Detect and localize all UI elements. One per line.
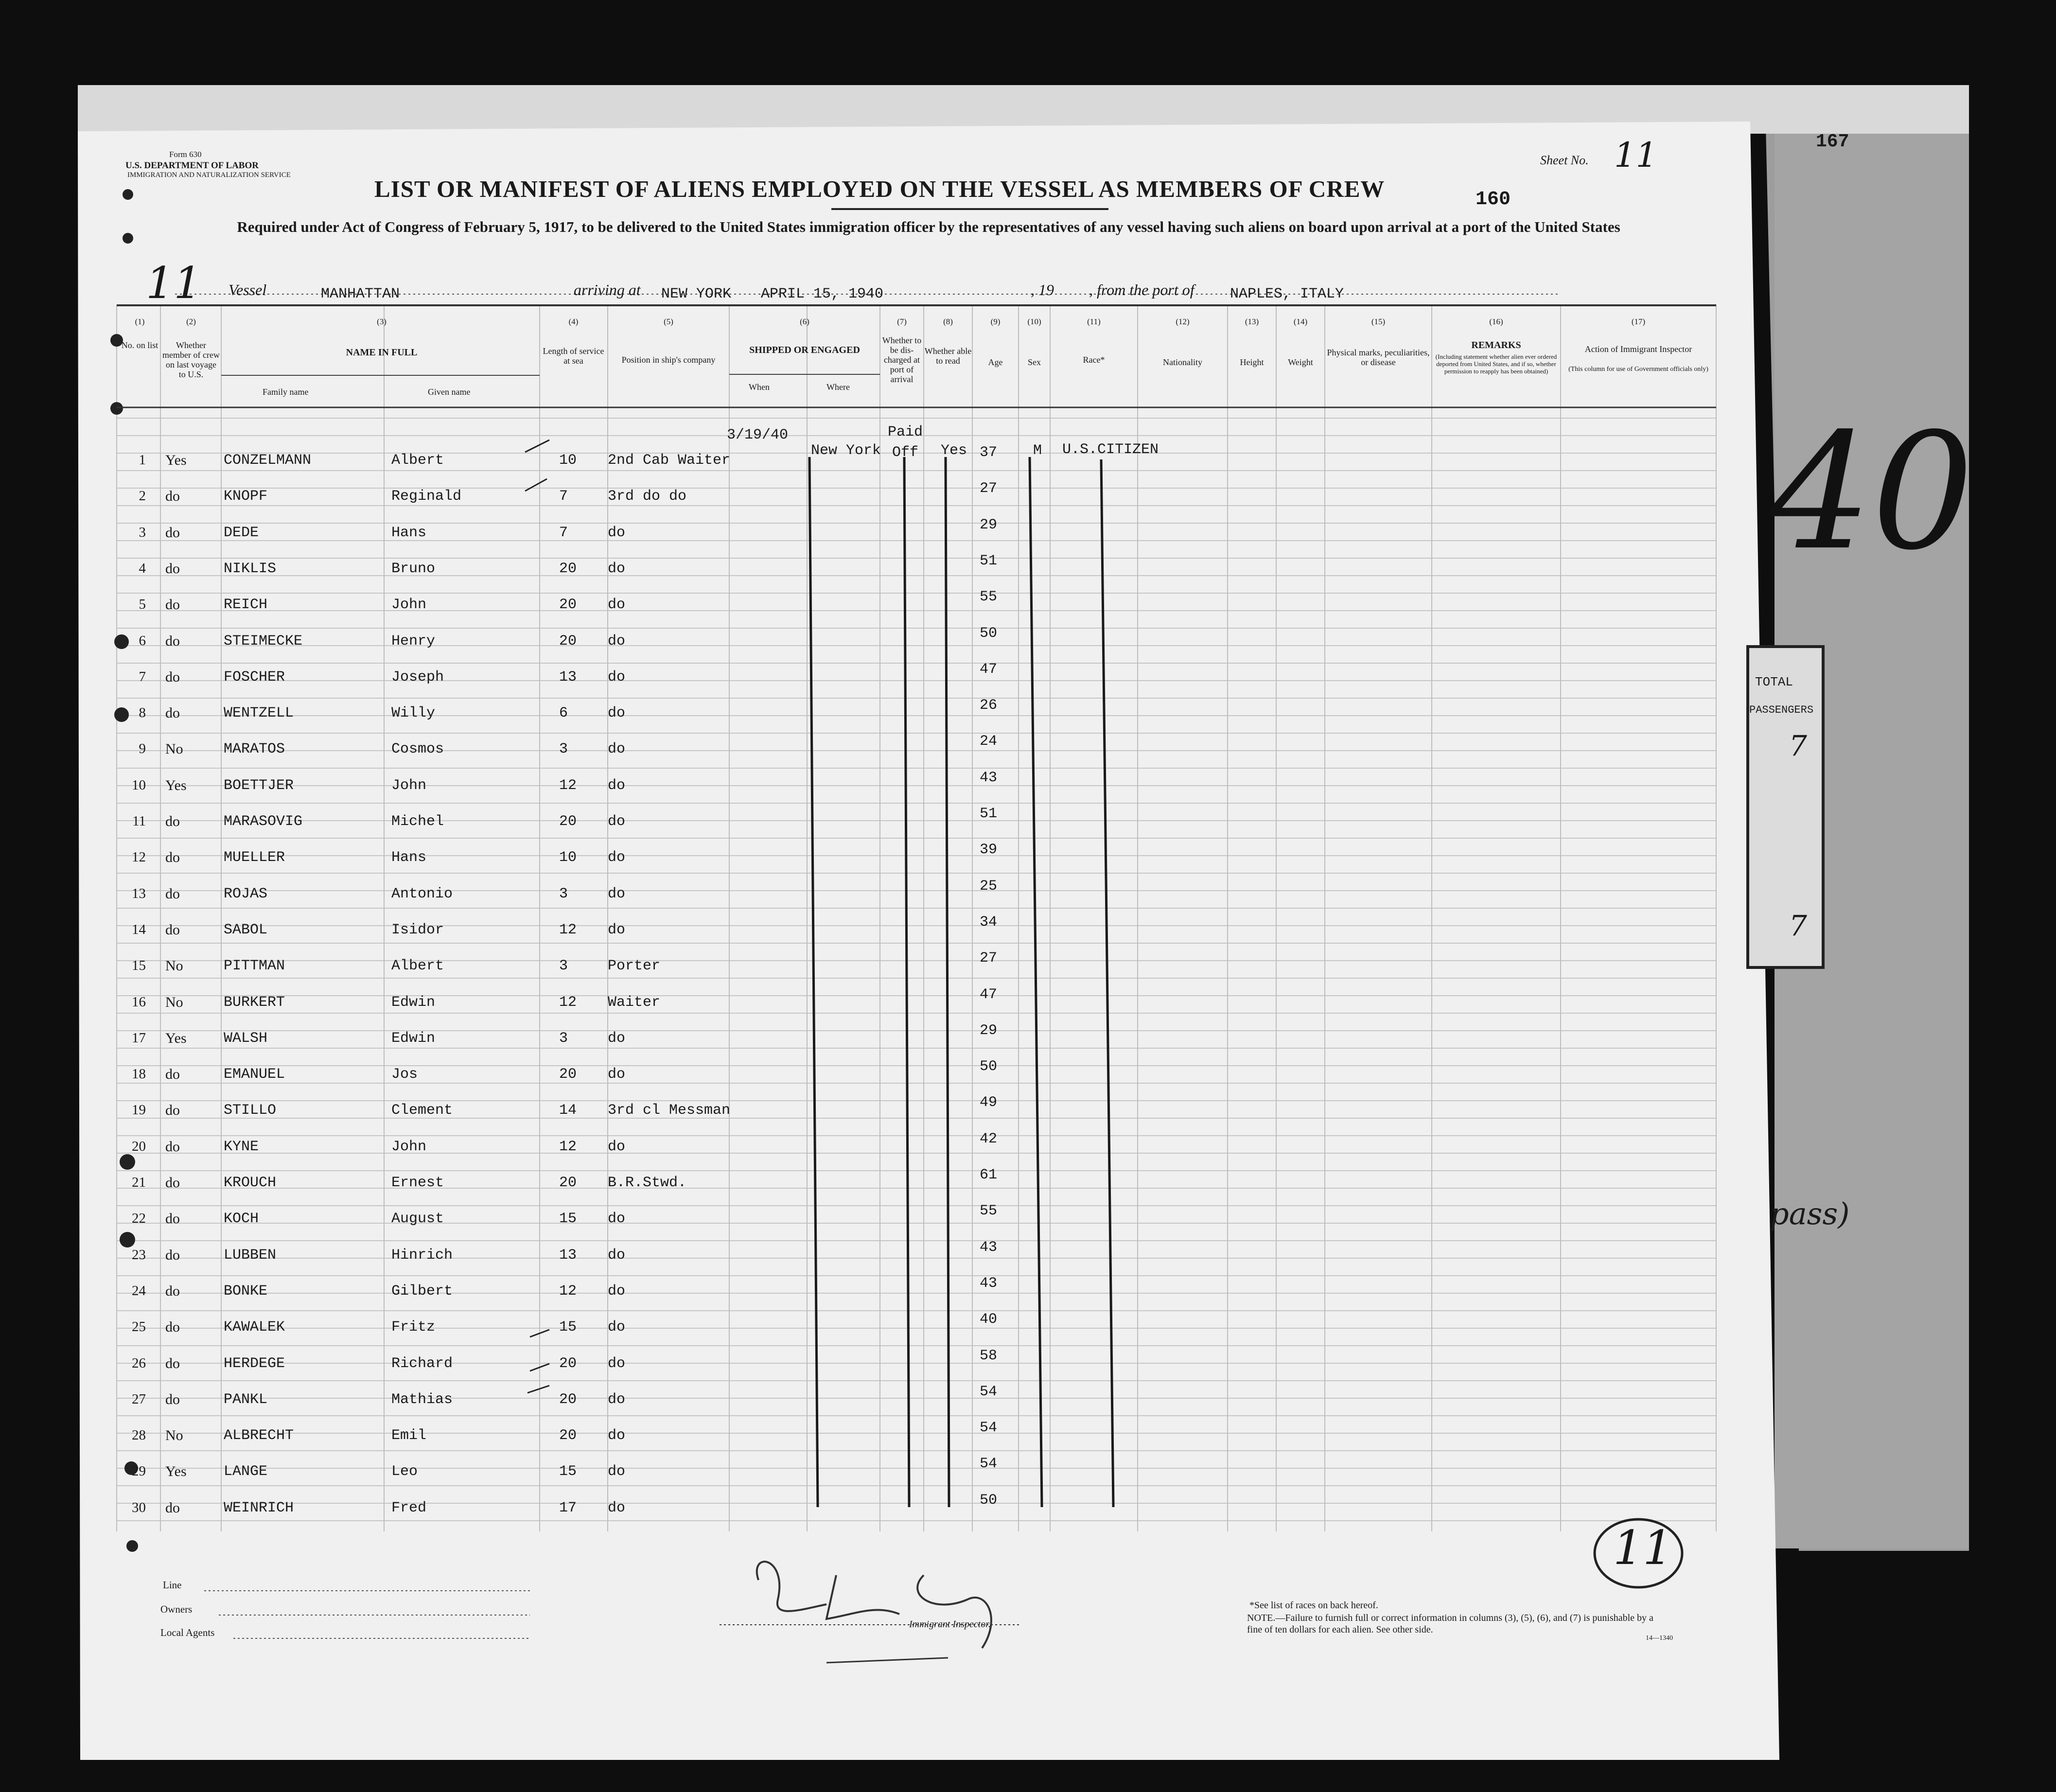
row-prev: do	[165, 1499, 180, 1516]
row-age: 51	[980, 552, 998, 569]
row-no: 10	[132, 777, 146, 793]
row-given: Jos	[391, 1066, 418, 1083]
row-given: Hinrich	[391, 1247, 453, 1264]
row-age: 24	[980, 733, 998, 750]
arrival-date: APRIL 15, 1940	[761, 286, 884, 302]
row-no: 23	[132, 1247, 146, 1263]
column-number: (9)	[990, 317, 1001, 326]
row-service: 3	[559, 1030, 568, 1047]
row-given: Joseph	[391, 668, 444, 685]
row-prev: do	[165, 849, 180, 866]
passenger-box-title: TOTAL	[1755, 675, 1793, 689]
row-given: Mathias	[391, 1391, 453, 1408]
row-given: John	[391, 597, 427, 614]
race-value: U.S.CITIZEN	[1062, 441, 1159, 458]
row-position: do	[608, 668, 626, 685]
row-no: 7	[139, 668, 146, 685]
year-label: , 19	[1031, 281, 1054, 299]
row-position: do	[608, 849, 626, 866]
row-given: Henry	[391, 632, 436, 650]
back-sheet-number: 40	[1770, 399, 1974, 585]
column-number: (6)	[800, 317, 809, 326]
row-no: 24	[132, 1283, 146, 1299]
service-name: IMMIGRATION AND NATURALIZATION SERVICE	[127, 171, 291, 179]
row-given: Isidor	[391, 921, 444, 938]
row-family: KYNE	[224, 1138, 259, 1155]
row-no: 19	[132, 1102, 146, 1118]
row-given: Albert	[391, 958, 444, 975]
row-prev: do	[165, 1355, 180, 1371]
row-service: 13	[559, 668, 577, 685]
row-service: 20	[559, 560, 577, 577]
row-service: 20	[559, 597, 577, 614]
passenger-count-2: 7	[1789, 909, 1807, 942]
row-family: LANGE	[224, 1463, 268, 1480]
row-age: 34	[980, 914, 998, 931]
subheader-when: When	[749, 382, 770, 392]
owners-label: Owners	[160, 1603, 193, 1615]
row-age: 54	[980, 1383, 998, 1400]
row-no: 6	[139, 632, 146, 649]
column-header: Length of service at sea	[543, 346, 604, 366]
row-family: HERDEGE	[224, 1355, 285, 1372]
row-age: 25	[980, 878, 998, 895]
row-family: BOETTJER	[224, 777, 294, 794]
row-family: KOCH	[224, 1211, 259, 1228]
row-position: do	[608, 1030, 626, 1047]
row-position: do	[608, 524, 626, 541]
row-age: 42	[980, 1130, 998, 1147]
passenger-count-1: 7	[1789, 729, 1807, 762]
row-no: 22	[132, 1211, 146, 1227]
row-prev: No	[165, 958, 183, 974]
row-no: 5	[139, 597, 146, 613]
row-position: do	[608, 1283, 626, 1300]
row-position: do	[608, 632, 626, 650]
column-header: Weight	[1288, 357, 1313, 367]
row-family: KAWALEK	[224, 1319, 285, 1336]
row-age: 55	[980, 1203, 998, 1220]
row-family: KROUCH	[224, 1175, 277, 1191]
column-number: (10)	[1027, 317, 1041, 326]
list-mark: 11	[146, 258, 202, 309]
circled-number: 11	[1613, 1521, 1673, 1575]
row-no: 29	[132, 1463, 146, 1479]
department-name: U.S. DEPARTMENT OF LABOR	[125, 160, 259, 171]
row-family: STEIMECKE	[224, 632, 303, 650]
row-age: 29	[980, 516, 998, 533]
row-position: do	[608, 741, 626, 758]
row-given: Gilbert	[391, 1283, 453, 1300]
row-given: Leo	[391, 1463, 418, 1480]
row-position: 2nd Cab Waiter	[608, 452, 731, 469]
row-age: 27	[980, 480, 998, 497]
row-given: Michel	[391, 813, 444, 830]
row-age: 54	[980, 1456, 998, 1473]
row-age: 40	[980, 1311, 998, 1328]
action-note: (This column for use of Government officials only)	[1568, 366, 1708, 373]
row-age: 54	[980, 1420, 998, 1437]
row-position: do	[608, 885, 626, 902]
row-no: 27	[132, 1391, 146, 1407]
row-given: Richard	[391, 1355, 453, 1372]
row-position: do	[608, 921, 626, 938]
row-position: do	[608, 1138, 626, 1155]
act-requirement: Required under Act of Congress of February 5, 1917, to be delivered to the United States immigration officer by the representatives of any vessel having such aliens on board upon arrival at a port of the United States	[237, 218, 1620, 235]
column-number: (13)	[1245, 317, 1259, 326]
row-family: ALBRECHT	[224, 1427, 294, 1444]
row-no: 8	[139, 705, 146, 721]
column-header: Whether to be dis-charged at port of arrival	[882, 335, 922, 384]
row-service: 17	[559, 1499, 577, 1516]
row-age: 50	[980, 1492, 998, 1509]
row-family: MARATOS	[224, 741, 285, 758]
from-port-label: , from the port of	[1089, 281, 1195, 299]
row-no: 18	[132, 1066, 146, 1082]
row-prev: do	[165, 1175, 180, 1191]
row-family: NIKLIS	[224, 560, 277, 577]
row-no: 4	[139, 560, 146, 576]
column-header: Physical marks, peculiarities, or disease	[1327, 348, 1430, 367]
column-header: Position in ship's company	[621, 355, 716, 365]
row-prev: do	[165, 1102, 180, 1119]
column-number: (4)	[568, 317, 579, 326]
row-prev: do	[165, 1138, 180, 1155]
column-header: REMARKS	[1471, 340, 1521, 351]
row-no: 9	[139, 741, 146, 757]
row-prev: Yes	[165, 1463, 187, 1480]
row-no: 1	[139, 452, 146, 468]
row-age: 47	[980, 661, 998, 678]
form-number: Form 630	[169, 150, 202, 159]
row-service: 12	[559, 1138, 577, 1155]
row-given: Ernest	[391, 1175, 444, 1191]
column-header: Nationality	[1163, 357, 1202, 367]
row-no: 21	[132, 1175, 146, 1190]
agents-label: Local Agents	[160, 1627, 215, 1638]
column-header: Sex	[1028, 357, 1041, 367]
row-age: 49	[980, 1094, 998, 1111]
row-no: 28	[132, 1427, 146, 1443]
row-service: 10	[559, 452, 577, 469]
sheet-value: 11	[1614, 135, 1658, 175]
column-header: Whether member of crew on last voyage to U.S.	[162, 340, 220, 379]
row-family: PANKL	[224, 1391, 268, 1408]
row-age: 29	[980, 1022, 998, 1039]
row-family: FOSCHER	[224, 668, 285, 685]
row-prev: No	[165, 994, 183, 1010]
row-position: do	[608, 560, 626, 577]
row-service: 20	[559, 1355, 577, 1372]
row-given: Cosmos	[391, 741, 444, 758]
row-service: 12	[559, 921, 577, 938]
column-header: Height	[1240, 357, 1264, 367]
column-number: (16)	[1489, 317, 1503, 326]
subheader-family-name: Family name	[263, 387, 309, 397]
row-given: Reginald	[391, 488, 462, 505]
row-prev: do	[165, 813, 180, 829]
row-no: 3	[139, 524, 146, 540]
row-position: do	[608, 1499, 626, 1516]
row-family: EMANUEL	[224, 1066, 285, 1083]
row-family: PITTMAN	[224, 958, 285, 975]
row-no: 20	[132, 1138, 146, 1154]
row-service: 13	[559, 1247, 577, 1264]
row-prev: do	[165, 632, 180, 649]
row-position: do	[608, 705, 626, 722]
column-number: (7)	[897, 317, 907, 326]
row-service: 12	[559, 1283, 577, 1300]
shipped-where: New York	[811, 442, 881, 459]
column-header: No. on list	[121, 340, 158, 350]
row-position: do	[608, 1427, 626, 1444]
row-given: Antonio	[391, 885, 453, 902]
row-family: STILLO	[224, 1102, 277, 1119]
row-prev: do	[165, 1247, 180, 1263]
row-family: WENTZELL	[224, 705, 294, 722]
row-family: LUBBEN	[224, 1247, 277, 1264]
row-given: John	[391, 1138, 427, 1155]
row-service: 7	[559, 488, 568, 505]
row-service: 20	[559, 813, 577, 830]
row-service: 20	[559, 1427, 577, 1444]
row-service: 10	[559, 849, 577, 866]
row-no: 17	[132, 1030, 146, 1046]
column-header: SHIPPED OR ENGAGED	[749, 345, 860, 355]
row-age: 51	[980, 806, 998, 822]
row-given: August	[391, 1211, 444, 1228]
row-given: Albert	[391, 452, 444, 469]
row-family: WALSH	[224, 1030, 268, 1047]
row-prev: No	[165, 1427, 183, 1444]
subheader-where: Where	[826, 382, 850, 392]
column-number: (12)	[1176, 317, 1190, 326]
row-family: BURKERT	[224, 994, 285, 1011]
sheet-label: Sheet No.	[1540, 153, 1589, 167]
row-family: KNOPF	[224, 488, 268, 505]
row-prev: do	[165, 885, 180, 902]
row-service: 20	[559, 632, 577, 650]
row-given: Edwin	[391, 1030, 436, 1047]
row-position: do	[608, 777, 626, 794]
row-age: 26	[980, 697, 998, 714]
arriving-label: arriving at	[574, 281, 641, 299]
row-family: MUELLER	[224, 849, 285, 866]
row-age: 50	[980, 625, 998, 642]
vessel-label: Vessel	[228, 281, 267, 299]
row-position: Porter	[608, 958, 661, 975]
footnote-races: *See list of races on back hereof.	[1249, 1600, 1378, 1611]
row-position: do	[608, 1463, 626, 1480]
row-position: do	[608, 813, 626, 830]
vessel-value: MANHATTAN	[321, 286, 400, 302]
row-service: 6	[559, 705, 568, 722]
row-prev: do	[165, 524, 180, 541]
row-service: 12	[559, 994, 577, 1011]
row-family: DEDE	[224, 524, 259, 541]
row-service: 20	[559, 1391, 577, 1408]
row-age: 43	[980, 769, 998, 786]
column-number: (11)	[1087, 317, 1101, 326]
row-no: 25	[132, 1319, 146, 1335]
row-position: do	[608, 1391, 626, 1408]
row-given: Bruno	[391, 560, 436, 577]
margin-note: pass)	[1770, 1196, 1850, 1231]
row-family: SABOL	[224, 921, 268, 938]
line-label: Line	[163, 1579, 182, 1591]
column-number: (14)	[1293, 317, 1308, 326]
row-prev: do	[165, 705, 180, 721]
row-prev: do	[165, 560, 180, 577]
row-prev: do	[165, 597, 180, 613]
row-service: 15	[559, 1463, 577, 1480]
row-no: 2	[139, 488, 146, 504]
row-position: B.R.Stwd.	[608, 1175, 687, 1191]
row-service: 15	[559, 1319, 577, 1336]
row-no: 30	[132, 1499, 146, 1515]
row-service: 3	[559, 885, 568, 902]
stamp-number: 160	[1476, 189, 1511, 211]
row-position: do	[608, 1066, 626, 1083]
row-given: Fritz	[391, 1319, 436, 1336]
column-header: NAME IN FULL	[346, 347, 418, 358]
row-position: 3rd cl Messman	[608, 1102, 731, 1119]
row-family: BONKE	[224, 1283, 268, 1300]
row-no: 16	[132, 994, 146, 1010]
footnote-penalty: NOTE.—Failure to furnish full or correct information in columns (3), (5), (6), and (7) is punishable by a fine of ten dollars for each alien. See other side.	[1247, 1613, 1653, 1635]
row-prev: do	[165, 488, 180, 505]
row-given: Hans	[391, 524, 427, 541]
row-prev: do	[165, 921, 180, 938]
column-number: (15)	[1371, 317, 1386, 326]
row-prev: No	[165, 741, 183, 757]
row-age: 43	[980, 1239, 998, 1256]
read-value: Yes	[941, 442, 967, 459]
row-age: 43	[980, 1275, 998, 1292]
row-service: 12	[559, 777, 577, 794]
row-service: 20	[559, 1175, 577, 1191]
row-service: 7	[559, 524, 568, 541]
row-prev: Yes	[165, 777, 187, 793]
arriving-value: NEW YORK	[661, 286, 732, 302]
row-service: 3	[559, 741, 568, 758]
column-header: Race*	[1083, 355, 1105, 365]
row-no: 11	[132, 813, 146, 829]
column-header: Action of Immigrant Inspector	[1584, 344, 1692, 354]
row-position: do	[608, 1355, 626, 1372]
from-port-value: NAPLES, ITALY	[1230, 286, 1344, 302]
row-given: Fred	[391, 1499, 427, 1516]
row-given: Emil	[391, 1427, 427, 1444]
row-family: REICH	[224, 597, 268, 614]
row-no: 26	[132, 1355, 146, 1371]
row-age: 58	[980, 1347, 998, 1364]
subheader-given-name: Given name	[428, 387, 471, 397]
print-code: 14—1340	[1646, 1634, 1673, 1642]
discharged-value: Paid Off	[887, 424, 923, 461]
row-family: ROJAS	[224, 885, 268, 902]
row-family: WEINRICH	[224, 1499, 294, 1516]
row-given: Edwin	[391, 994, 436, 1011]
row-given: Willy	[391, 705, 436, 722]
column-number: (2)	[186, 317, 196, 326]
printed-page-number: 167	[1816, 131, 1849, 152]
row-position: do	[608, 1247, 626, 1264]
row-service: 3	[559, 958, 568, 975]
row-prev: Yes	[165, 452, 187, 468]
row-age: 27	[980, 950, 998, 967]
row-age: 50	[980, 1058, 998, 1075]
inspector-label: Immigrant Inspector.	[909, 1619, 991, 1630]
column-number: (17)	[1631, 317, 1646, 326]
remarks-note: (Including statement whether alien ever ordered deported from United States, and if so, whether permission to reapply has been obtained)	[1435, 353, 1557, 375]
row-given: John	[391, 777, 427, 794]
row-age: 47	[980, 986, 998, 1003]
row-no: 12	[132, 849, 146, 865]
row-family: MARASOVIG	[224, 813, 303, 830]
page-title: LIST OR MANIFEST OF ALIENS EMPLOYED ON THE VESSEL AS MEMBERS OF CREW	[374, 176, 1385, 202]
row-prev: Yes	[165, 1030, 187, 1046]
sex-value: M	[1033, 442, 1042, 459]
column-header: Whether able to read	[924, 346, 972, 366]
row-prev: do	[165, 1391, 180, 1407]
row-prev: do	[165, 1283, 180, 1299]
row-position: Waiter	[608, 994, 661, 1011]
row-service: 20	[559, 1066, 577, 1083]
row-prev: do	[165, 1211, 180, 1227]
row-service: 15	[559, 1211, 577, 1228]
row-age: 37	[980, 444, 998, 461]
column-number: (1)	[135, 317, 145, 326]
column-header: Age	[988, 357, 1003, 367]
row-prev: do	[165, 668, 180, 685]
row-position: 3rd do do	[608, 488, 687, 505]
passenger-box-subtitle: PASSENGERS	[1749, 704, 1814, 716]
shipped-when: 3/19/40	[727, 427, 789, 443]
row-service: 14	[559, 1102, 577, 1119]
row-position: do	[608, 1211, 626, 1228]
row-age: 61	[980, 1167, 998, 1183]
row-prev: do	[165, 1319, 180, 1335]
column-number: (8)	[943, 317, 953, 326]
column-number: (5)	[664, 317, 673, 326]
row-position: do	[608, 1319, 626, 1336]
row-position: do	[608, 597, 626, 614]
row-age: 55	[980, 589, 998, 606]
column-number: (3)	[377, 317, 387, 326]
row-no: 13	[132, 885, 146, 901]
row-family: CONZELMANN	[224, 452, 312, 469]
row-no: 15	[132, 958, 146, 974]
row-given: Clement	[391, 1102, 453, 1119]
row-prev: do	[165, 1066, 180, 1083]
row-given: Hans	[391, 849, 427, 866]
row-no: 14	[132, 921, 146, 937]
row-age: 39	[980, 842, 998, 859]
